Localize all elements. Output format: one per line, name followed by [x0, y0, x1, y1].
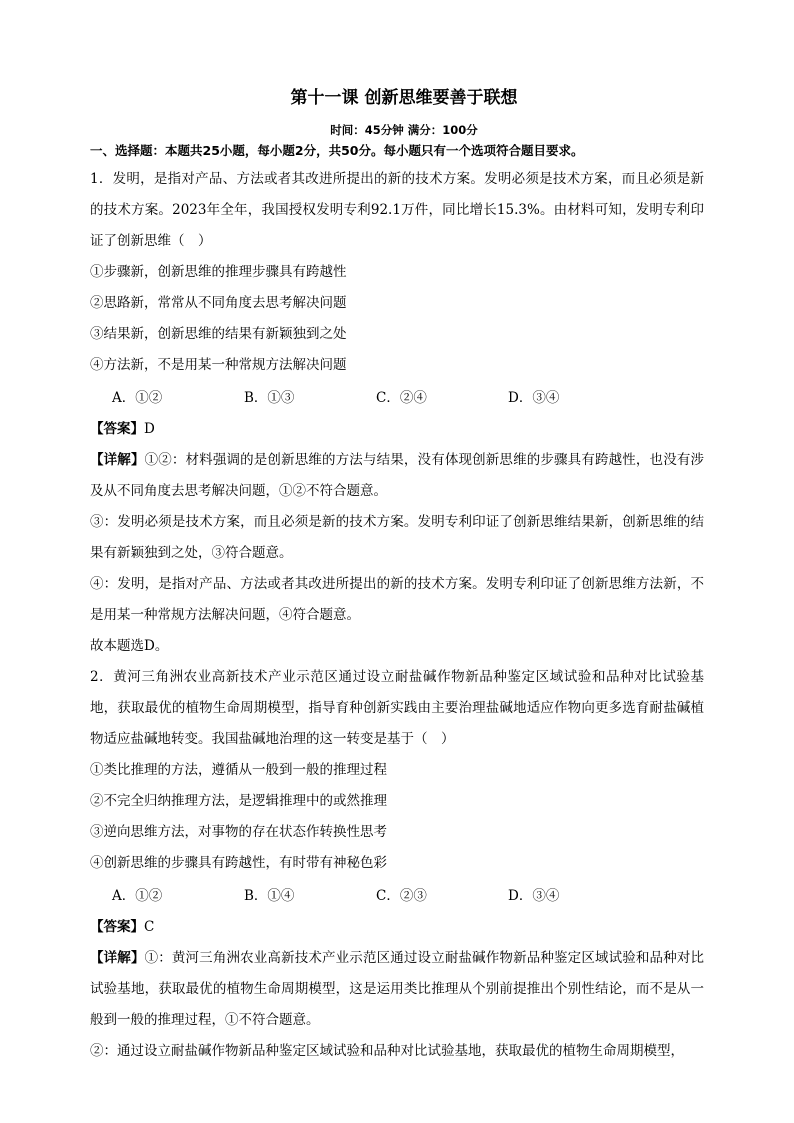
answer-line [90, 912, 704, 943]
question-stem: 1．发明，是指对产品、方法或者其改进所提出的新的技术方案。发明必须是技术方案，而且必须是新的技术方案。2023年全年，我国授权发明专利92.1万件，同比增长15.3%。由材料可知，发明专利印证了创新思维（ ） [90, 171, 704, 249]
section-heading: 一、选择题：本题共25小题，每小题2分，共50分。每小题只有一个选项符合题目要求。 [90, 143, 584, 158]
detail-paragraph [90, 445, 704, 507]
choice-c: C．②③ [376, 888, 427, 904]
statement-option: ①类比推理的方法，遵循从一般到一般的推理过程 [90, 762, 387, 778]
question-1 [90, 164, 704, 662]
detail-paragraph: ④：发明，是指对产品、方法或者其改进所提出的新的技术方案。发明专利印证了创新思维方法新，不是用某一种常规方法解决问题，④符合题意。 [90, 576, 704, 623]
page-title: 第十一课 创新思维要善于联想 [290, 88, 518, 108]
statement-option: ①步骤新，创新思维的推理步骤具有跨越性 [90, 264, 347, 280]
answer-choices [90, 383, 704, 414]
detail-paragraph [90, 943, 704, 1036]
answer-value: D [144, 421, 155, 437]
choice-b: B．①④ [244, 888, 295, 904]
detail-paragraph: ②：通过设立耐盐碱作物新品种鉴定区域试验和品种对比试验基地，获取最优的植物生命周期模型， [90, 1043, 684, 1059]
answer-label: 【答案】 [90, 919, 144, 935]
answer-label: 【答案】 [90, 421, 144, 437]
detail-paragraph: ③：发明必须是技术方案，而且必须是新的技术方案。发明专利印证了创新思维结果新，创新思维的结果有新颖独到之处，③符合题意。 [90, 514, 704, 561]
choice-d: D．③④ [508, 390, 560, 406]
detail-label: 【详解】 [90, 452, 145, 468]
choice-d: D．③④ [508, 888, 560, 904]
choice-a: A．①② [112, 390, 163, 406]
detail-text: ①②：材料强调的是创新思维的方法与结果，没有体现创新思维的步骤具有跨越性，也没有涉及从不同角度去思考解决问题，①②不符合题意。 [90, 452, 705, 499]
statement-option: ②思路新，常常从不同角度去思考解决问题 [90, 295, 347, 311]
statement-option: ③结果新，创新思维的结果有新颖独到之处 [90, 326, 347, 342]
statement-option: ③逆向思维方法，对事物的存在状态作转换性思考 [90, 824, 387, 840]
choice-c: C．②④ [376, 390, 427, 406]
statement-option: ④方法新，不是用某一种常规方法解决问题 [90, 357, 347, 373]
question-2 [90, 662, 704, 1067]
statement-option: ④创新思维的步骤具有跨越性，有时带有神秘色彩 [90, 855, 387, 871]
detail-text: ①：黄河三角洲农业高新技术产业示范区通过设立耐盐碱作物新品种鉴定区域试验和品种对比试验基地，获取最优的植物生命周期模型，这是运用类比推理从个别前提推出个别性结论，而不是从一般到一般的推理过程，①不符合题意。 [90, 950, 705, 1028]
choice-b: B．①③ [244, 390, 295, 406]
answer-choices [90, 881, 704, 912]
statement-option: ②不完全归纳推理方法，是逻辑推理中的或然推理 [90, 793, 387, 809]
answer-value: C [144, 919, 155, 935]
question-stem: 2．黄河三角洲农业高新技术产业示范区通过设立耐盐碱作物新品种鉴定区域试验和品种对比试验基地，获取最优的植物生命周期模型，指导育种创新实践由主要治理盐碱地适应作物向更多选育耐盐碱植物适应盐碱地转变。我国盐碱地治理的这一转变是基于（ ） [90, 669, 704, 747]
detail-label: 【详解】 [90, 950, 145, 966]
exam-meta: 时间：45分钟 满分：100分 [330, 123, 478, 137]
choice-a: A．①② [112, 888, 163, 904]
answer-line [90, 414, 704, 445]
detail-conclusion: 故本题选D。 [90, 638, 169, 654]
